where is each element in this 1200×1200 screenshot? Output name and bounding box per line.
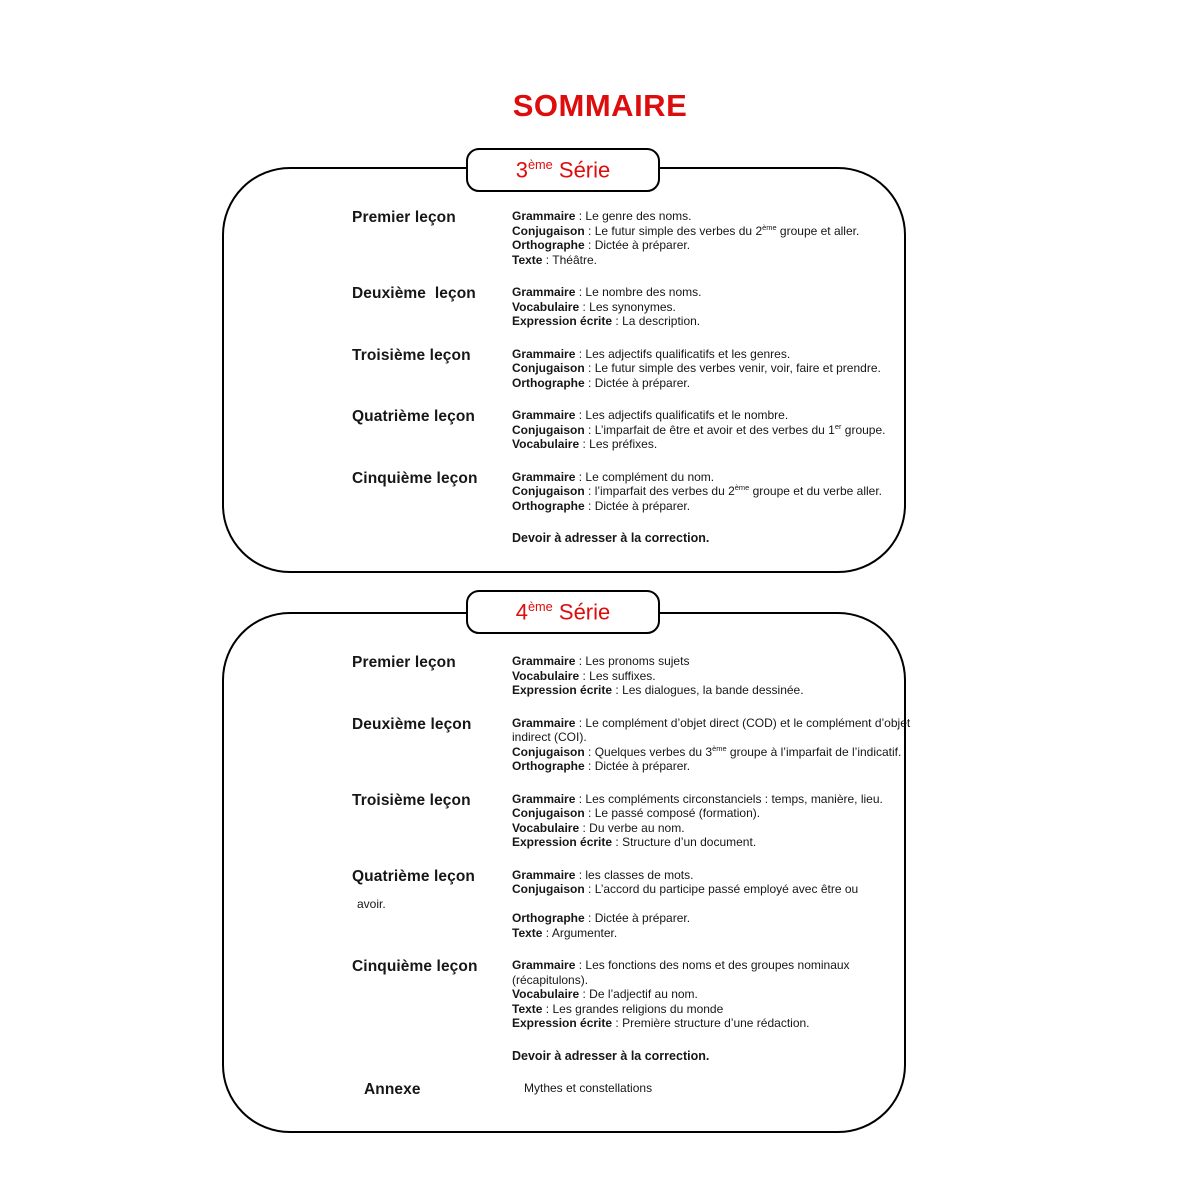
category-label: Texte	[512, 1001, 543, 1016]
desc-line: Conjugaison : L’imparfait de être et avoir et des verbes du 1er groupe.	[512, 421, 886, 437]
series-4eme-label	[466, 590, 660, 634]
lesson-desc	[524, 1081, 926, 1096]
category-label: Expression écrite	[512, 1016, 613, 1030]
category-label: Grammaire	[512, 346, 576, 361]
desc-line: Texte : Argumenter.	[512, 925, 618, 940]
desc-line: Mythes et constellations	[524, 1081, 653, 1095]
lesson-title: Cinquième leçon	[352, 469, 478, 487]
lesson-desc	[512, 209, 914, 267]
series-note-row	[352, 531, 876, 546]
desc-line: Grammaire : Les compléments circonstanciels : temps, manière, lieu.	[512, 791, 883, 806]
lesson-title: Premier leçon	[352, 209, 456, 226]
lesson-row	[352, 791, 883, 850]
category-label: Vocabulaire	[512, 987, 580, 1001]
lesson-title: Deuxième leçon	[352, 715, 472, 733]
lesson-row	[352, 868, 876, 941]
desc-line: Grammaire : Le nombre des noms.	[512, 285, 702, 299]
lesson-desc	[512, 347, 914, 391]
desc-line: Conjugaison : Quelques verbes du 3ème groupe à l’imparfait de l’indicatif.	[512, 743, 902, 759]
series-4eme-box	[222, 612, 911, 1133]
category-label: Conjugaison	[512, 422, 585, 437]
desc-line: Conjugaison : Le passé composé (formation).	[512, 806, 761, 820]
desc-line: Grammaire : Les fonctions des noms et des groupes nominaux (récapitulons).	[512, 958, 850, 987]
series-note-row	[352, 1049, 876, 1064]
category-label: Vocabulaire	[512, 668, 580, 683]
lesson-title: Annexe	[364, 1081, 421, 1098]
desc-line: avoir.	[357, 896, 386, 911]
category-label: Conjugaison	[512, 223, 585, 238]
lesson-row	[352, 408, 886, 452]
series-4eme-lessons	[352, 654, 911, 1098]
category-label: Orthographe	[512, 498, 585, 513]
lesson-row	[352, 209, 876, 267]
desc-line: Orthographe : Dictée à préparer.	[512, 759, 691, 773]
desc-line: Conjugaison : Le futur simple des verbes venir, voir, faire et prendre.	[512, 361, 881, 375]
category-label: Expression écrite	[512, 835, 613, 849]
category-label: Vocabulaire	[512, 820, 580, 835]
category-label: Texte	[512, 925, 543, 940]
category-label: Orthographe	[512, 375, 585, 390]
desc-line: Orthographe : Dictée à préparer.	[512, 238, 691, 252]
lesson-row	[352, 715, 911, 774]
lesson-title: Troisième leçon	[352, 346, 471, 364]
category-label: Vocabulaire	[512, 299, 580, 314]
desc-line: Conjugaison : Le futur simple des verbes du 2ème groupe et aller.	[512, 222, 860, 238]
series-3eme-lessons	[352, 209, 886, 546]
desc-line: Vocabulaire : Les préfixes.	[512, 437, 658, 451]
desc-line: Grammaire : Le complément du nom.	[512, 469, 715, 484]
lesson-desc	[512, 792, 914, 850]
lesson-row	[352, 469, 882, 514]
category-label: Grammaire	[512, 958, 576, 972]
desc-line: Grammaire : Le genre des noms.	[512, 209, 692, 223]
desc-line: Orthographe : Dictée à préparer.	[512, 375, 691, 390]
category-label: Conjugaison	[512, 744, 585, 759]
series-3eme-box	[222, 167, 906, 573]
series-3eme-label	[466, 148, 660, 192]
lesson-title: Troisième leçon	[352, 791, 471, 809]
desc-line: Grammaire : les classes de mots.	[512, 867, 694, 882]
desc-line: Texte : Théâtre.	[512, 252, 597, 267]
desc-line: Expression écrite : Première structure d’une rédaction.	[512, 1016, 810, 1030]
lesson-desc	[512, 285, 914, 329]
desc-line: Orthographe : Dictée à préparer.	[512, 498, 691, 513]
category-label: Orthographe	[512, 911, 585, 925]
category-label: Vocabulaire	[512, 437, 580, 451]
category-label: Grammaire	[512, 867, 576, 882]
category-label: Grammaire	[512, 715, 576, 730]
category-label: Grammaire	[512, 209, 576, 223]
desc-line: Vocabulaire : Du verbe au nom.	[512, 820, 685, 835]
category-label: Texte	[512, 252, 543, 267]
category-label: Conjugaison	[512, 361, 585, 375]
desc-line: Conjugaison : L’accord du participe passé employé avec être ou	[512, 882, 859, 896]
page-title: SOMMAIRE	[512, 88, 688, 123]
category-label: Grammaire	[512, 469, 576, 484]
lesson-desc	[512, 654, 914, 698]
desc-line: Expression écrite : Les dialogues, la bande dessinée.	[512, 683, 804, 697]
category-label: Grammaire	[512, 791, 576, 806]
series-4eme-label-text: 4ème Série	[515, 598, 611, 625]
category-label: Orthographe	[512, 759, 585, 773]
category-label: Conjugaison	[512, 882, 585, 896]
desc-line: Grammaire : Le complément d’objet direct (COD) et le complément d’objet indirect (COI).	[512, 715, 911, 744]
category-label: Expression écrite	[512, 314, 613, 328]
lesson-desc	[512, 531, 914, 546]
category-label: Grammaire	[512, 285, 576, 299]
desc-line: Orthographe : Dictée à préparer.	[512, 911, 691, 925]
lesson-title: Deuxième leçon	[352, 285, 476, 302]
lesson-row	[352, 1081, 876, 1098]
desc-line: Vocabulaire : Les suffixes.	[512, 668, 656, 683]
series-3eme-label-text: 3ème Série	[515, 156, 611, 183]
lesson-desc	[512, 958, 914, 1031]
category-label: Grammaire	[512, 654, 576, 668]
lesson-desc	[512, 408, 914, 452]
lesson-row	[352, 346, 881, 391]
category-label: Grammaire	[512, 408, 576, 422]
desc-line: Vocabulaire : Les synonymes.	[512, 299, 676, 314]
category-label: Expression écrite	[512, 683, 613, 697]
lesson-desc	[512, 716, 914, 774]
desc-line: Grammaire : Les adjectifs qualificatifs et le nombre.	[512, 408, 789, 422]
desc-line: Grammaire : Les pronoms sujets	[512, 654, 690, 668]
desc-line: Expression écrite : La description.	[512, 314, 701, 328]
lesson-desc	[512, 470, 914, 514]
lesson-title: Premier leçon	[352, 654, 456, 671]
lesson-desc	[512, 1049, 914, 1064]
lesson-row	[352, 958, 876, 1031]
desc-line: Conjugaison : l’imparfait des verbes du 2ème groupe et du verbe aller.	[512, 483, 882, 498]
category-label: Conjugaison	[512, 806, 585, 820]
category-label: Conjugaison	[512, 484, 585, 498]
lesson-row	[352, 654, 876, 698]
desc-line: Texte : Les grandes religions du monde	[512, 1001, 724, 1016]
lesson-row	[352, 285, 876, 329]
desc-line: Grammaire : Les adjectifs qualificatifs et les genres.	[512, 346, 791, 361]
series-note: Devoir à adresser à la correction.	[512, 531, 710, 545]
category-label: Orthographe	[512, 238, 585, 252]
series-note: Devoir à adresser à la correction.	[512, 1048, 710, 1063]
desc-line: Expression écrite : Structure d’un document.	[512, 835, 757, 849]
desc-line: Vocabulaire : De l’adjectif au nom.	[512, 987, 698, 1001]
lesson-title: Quatrième leçon	[352, 408, 475, 425]
lesson-title: Quatrième leçon	[352, 867, 475, 885]
lesson-title: Cinquième leçon	[352, 958, 478, 975]
